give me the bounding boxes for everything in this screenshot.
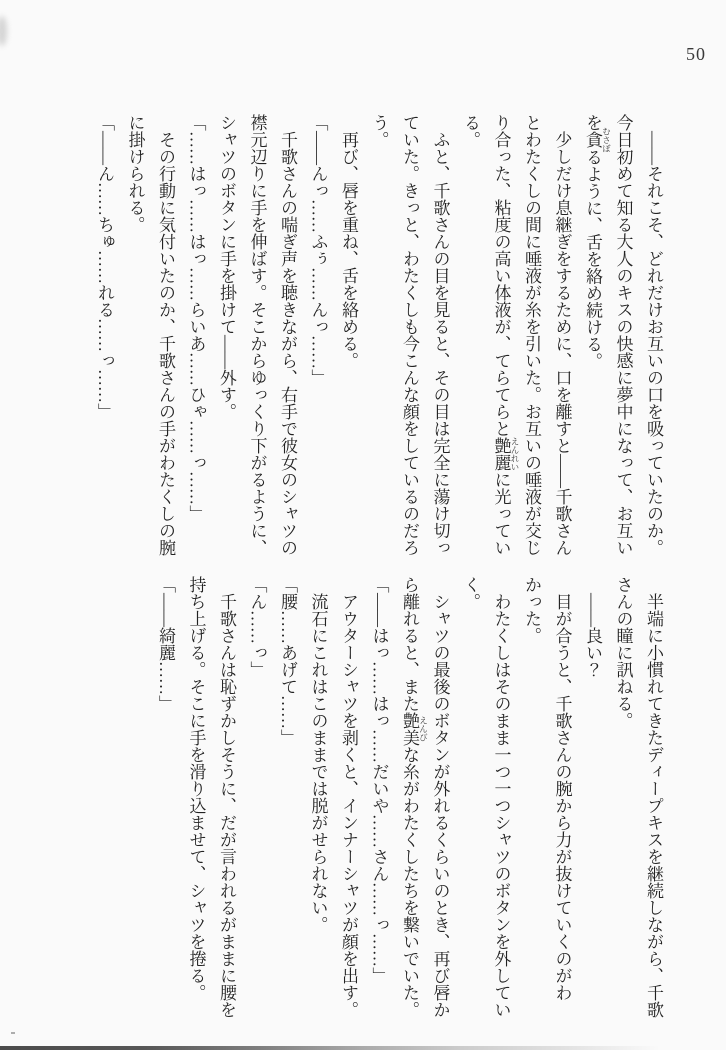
furigana-ruby: 艶美 えんび (400, 712, 429, 746)
dialogue-line: 「――ん……ちゅ……れる……っ……」 (95, 114, 114, 420)
paragraph: その行動に気付いたのか、千歌さんの手がわたくしの腕に掛けられる。 (125, 114, 175, 556)
dialogue-line: 「腰……あげて……」 (278, 576, 297, 746)
scan-smudge (0, 16, 7, 46)
paragraph: ふと、千歌さんの目を見ると、その目は完全に蕩け切っていた。きっと、わたくしも今こんな顔をしているのだろう。 (369, 114, 450, 556)
dialogue-line: 「――はっ……はっ……だいや……さん……っ……」 (369, 576, 389, 984)
furigana-ruby: 貪 むさぼ (583, 127, 612, 153)
furigana-ruby: 艶麗 えんれい (491, 437, 520, 471)
paragraph: ――良い？ (583, 593, 602, 678)
text-block-bottom (150, 576, 669, 1022)
paragraph: 半端に小慣れてきたディープキスを継続しながら、千歌さんの瞳に訊ねる。 (613, 576, 663, 1018)
paragraph: ――それこそ、どれだけお互いの口を吸っていたのか。今日初めて知る大人のキスの快感に夢中になって、お互いを貪 むさぼるように、舌を絡め続ける。 (583, 114, 663, 556)
paragraph: 少しだけ息継ぎをするために、口を離すと――千歌さんとわたくしの間に唾液が糸を引いた。お互いの唾液が交じり合った、粘度の高い体液が、てらてらと艶麗 えんれいに光っている。 (461, 114, 572, 556)
paragraph: わたくしはそのまま一つ一つシャツのボタンを外していく。 (461, 576, 511, 1018)
dialogue-line: 「――綺麗……」 (156, 576, 175, 712)
scan-speck (11, 1032, 15, 1034)
paragraph: 千歌さんは恥ずかしそうに、だが言われるがままに腰を持ち上げる。そこに手を滑り込ませて、シャツを捲る。 (186, 576, 236, 1018)
paragraph: 流石にこれはこのままでは脱がせられない。 (308, 593, 328, 933)
dialogue-line: 「……はっ……はっ……らいあ……ひゃ……っ……」 (186, 114, 206, 522)
paragraph: アウターシャツを剥くと、インナーシャツが顔を出す。 (339, 593, 358, 1018)
text-block-top (89, 114, 669, 560)
scan-edge-line (0, 1046, 660, 1050)
paragraph: 再び、唇を重ね、舌を絡める。 (339, 131, 358, 369)
paragraph: シャツの最後のボタンが外れるくらいのとき、再び唇から離れると、また艶美 えんびな糸がわたくしたちを繋いでいた。 (400, 576, 450, 1018)
paragraph: 千歌さんの喘ぎ声を聴きながら、右手で彼女のシャツの襟元辺りに手を伸ばす。そこからゆっくり下がるように、シャツのボタンに手を掛けて――外す。 (217, 114, 297, 556)
page-number: 50 (686, 44, 706, 64)
dialogue-line: 「ん……っ」 (247, 576, 267, 678)
dialogue-line: 「――んっ……ふぅ……んっ……」 (308, 114, 328, 386)
paragraph: 目が合うと、千歌さんの腕から力が抜けていくのがわかった。 (522, 576, 572, 1001)
